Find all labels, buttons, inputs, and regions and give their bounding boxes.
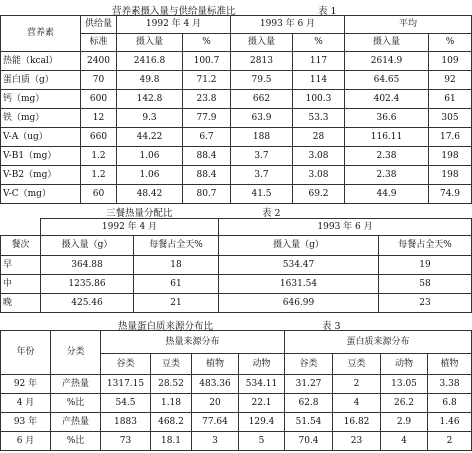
table-row <box>1 166 472 185</box>
cell: 2400 <box>81 52 117 71</box>
cell: 80.7 <box>183 185 231 204</box>
cell: 305 <box>429 109 472 128</box>
cell: 73 <box>101 432 151 451</box>
header-pct: % <box>293 34 345 52</box>
table-row <box>1 71 472 90</box>
cell: 2416.8 <box>117 52 183 71</box>
header-grain: 谷类 <box>101 354 151 375</box>
header-pct: % <box>429 34 472 52</box>
cell: 88.4 <box>183 166 231 185</box>
cell: 109 <box>429 52 472 71</box>
table3-label: 表 3 <box>322 321 341 332</box>
cell: 88.4 <box>183 147 231 166</box>
meal-name: 早 <box>1 256 41 275</box>
period: 92 年 <box>1 375 51 394</box>
cell: 483.36 <box>192 375 239 394</box>
table-row <box>1 432 472 451</box>
header-bean: 豆类 <box>151 354 192 375</box>
cell: 468.2 <box>151 413 192 432</box>
cell: 6.7 <box>183 128 231 147</box>
category: %比 <box>51 394 101 413</box>
cell: 26.2 <box>381 394 428 413</box>
cell: 2.38 <box>345 166 429 185</box>
cell: 61 <box>134 275 219 294</box>
cell: 6.8 <box>428 394 472 413</box>
cell: 534.11 <box>239 375 285 394</box>
nutrient-name: 热能（kcal） <box>1 52 81 71</box>
cell: 62.8 <box>285 394 333 413</box>
header-1992-apr: 1992 年 4 月 <box>117 16 231 34</box>
cell: 425.46 <box>41 294 134 313</box>
category: %比 <box>51 432 101 451</box>
meal-name: 中 <box>1 275 41 294</box>
period: 6 月 <box>1 432 51 451</box>
cell: 13.05 <box>381 375 428 394</box>
cell: 12 <box>81 109 117 128</box>
cell: 114 <box>293 71 345 90</box>
table2-title: 三餐热量分配比 <box>106 208 173 219</box>
cell: 79.5 <box>231 71 293 90</box>
table-row <box>1 128 472 147</box>
cell: 100.3 <box>293 90 345 109</box>
header-meal: 餐次 <box>1 236 41 256</box>
cell: 28.52 <box>151 375 192 394</box>
cell: 1.06 <box>117 166 183 185</box>
cell: 4 <box>381 432 428 451</box>
cell: 142.8 <box>117 90 183 109</box>
nutrient-name: 蛋白质（g） <box>1 71 81 90</box>
cell: 3.08 <box>293 147 345 166</box>
header-category: 分类 <box>51 331 101 375</box>
cell: 364.88 <box>41 256 134 275</box>
header-pct: 每餐占全天% <box>379 236 472 256</box>
cell: 64.65 <box>345 71 429 90</box>
cell: 1.2 <box>81 147 117 166</box>
cell: 21 <box>134 294 219 313</box>
cell: 41.5 <box>231 185 293 204</box>
cell: 198 <box>429 166 472 185</box>
cell: 71.2 <box>183 71 231 90</box>
cell: 3.08 <box>293 166 345 185</box>
cell: 1.46 <box>428 413 472 432</box>
period: 93 年 <box>1 413 51 432</box>
table-row <box>1 375 472 394</box>
header-intake: 摄入量 <box>345 34 429 52</box>
cell: 58 <box>379 275 472 294</box>
cell: 2 <box>428 432 472 451</box>
header-nutrient: 营养素 <box>1 16 81 52</box>
header-animal: 动物 <box>239 354 285 375</box>
cell: 100.7 <box>183 52 231 71</box>
header-standard: 标准 <box>81 34 117 52</box>
table3-body <box>1 375 472 451</box>
nutrient-intake-table <box>0 15 472 204</box>
cell: 3.38 <box>428 375 472 394</box>
cell: 646.99 <box>219 294 379 313</box>
table1-title: 营养素摄入量与供给量标准比 <box>112 6 236 17</box>
header-average: 平均 <box>345 16 472 34</box>
cell: 18.1 <box>151 432 192 451</box>
nutrient-name: V-C（mg） <box>1 185 81 204</box>
table3-title: 热量蛋白质来源分布比 <box>118 321 214 332</box>
energy-protein-source-table <box>0 330 472 451</box>
header-blank <box>1 219 41 236</box>
table-row <box>1 256 472 275</box>
cell: 117 <box>293 52 345 71</box>
meal-energy-table <box>0 218 472 313</box>
header-protein-source: 蛋白质来源分布 <box>285 331 472 354</box>
cell: 534.47 <box>219 256 379 275</box>
cell: 2813 <box>231 52 293 71</box>
cell: 49.8 <box>117 71 183 90</box>
table-row <box>1 275 472 294</box>
header-plant: 植物 <box>192 354 239 375</box>
cell: 18 <box>134 256 219 275</box>
cell: 1317.15 <box>101 375 151 394</box>
cell: 51.54 <box>285 413 333 432</box>
cell: 63.9 <box>231 109 293 128</box>
table-row <box>1 294 472 313</box>
header-plant: 植物 <box>428 354 472 375</box>
cell: 2.9 <box>381 413 428 432</box>
cell: 20 <box>192 394 239 413</box>
cell: 1883 <box>101 413 151 432</box>
cell: 77.64 <box>192 413 239 432</box>
cell: 44.9 <box>345 185 429 204</box>
category: 产热量 <box>51 413 101 432</box>
table-row <box>1 185 472 204</box>
header-1993-jun: 1993 年 6 月 <box>231 16 345 34</box>
cell: 2.38 <box>345 147 429 166</box>
cell: 19 <box>379 256 472 275</box>
header-pct: 每餐占全天% <box>134 236 219 256</box>
cell: 36.6 <box>345 109 429 128</box>
cell: 3.7 <box>231 166 293 185</box>
cell: 70 <box>81 71 117 90</box>
table2-body <box>1 256 472 313</box>
header-1992-apr: 1992 年 4 月 <box>41 219 219 236</box>
cell: 129.4 <box>239 413 285 432</box>
cell: 1.18 <box>151 394 192 413</box>
nutrient-name: V-B1（mg） <box>1 147 81 166</box>
cell: 1631.54 <box>219 275 379 294</box>
header-intake: 摄入量 <box>117 34 183 52</box>
cell: 23 <box>333 432 381 451</box>
cell: 188 <box>231 128 293 147</box>
nutrient-name: V-B2（mg） <box>1 166 81 185</box>
cell: 23.8 <box>183 90 231 109</box>
cell: 1235.86 <box>41 275 134 294</box>
header-supply: 供给量 <box>81 16 117 34</box>
table-row <box>1 394 472 413</box>
cell: 61 <box>429 90 472 109</box>
header-animal: 动物 <box>381 354 428 375</box>
table-row <box>1 52 472 71</box>
header-intake: 摄入量（g） <box>219 236 379 256</box>
cell: 22.1 <box>239 394 285 413</box>
nutrient-name: 钙（mg） <box>1 90 81 109</box>
cell: 600 <box>81 90 117 109</box>
table1-label: 表 1 <box>318 6 337 17</box>
cell: 3 <box>192 432 239 451</box>
nutrient-name: V-A（ug） <box>1 128 81 147</box>
cell: 402.4 <box>345 90 429 109</box>
cell: 17.6 <box>429 128 472 147</box>
cell: 2 <box>333 375 381 394</box>
cell: 5 <box>239 432 285 451</box>
cell: 31.27 <box>285 375 333 394</box>
cell: 198 <box>429 147 472 166</box>
cell: 74.9 <box>429 185 472 204</box>
cell: 4 <box>333 394 381 413</box>
table-row <box>1 413 472 432</box>
cell: 9.3 <box>117 109 183 128</box>
table2-label: 表 2 <box>262 208 281 219</box>
header-intake: 摄入量 <box>231 34 293 52</box>
cell: 60 <box>81 185 117 204</box>
cell: 116.11 <box>345 128 429 147</box>
cell: 70.4 <box>285 432 333 451</box>
cell: 69.2 <box>293 185 345 204</box>
header-1993-jun: 1993 年 6 月 <box>219 219 472 236</box>
cell: 54.5 <box>101 394 151 413</box>
category: 产热量 <box>51 375 101 394</box>
cell: 92 <box>429 71 472 90</box>
table-row <box>1 147 472 166</box>
table-row <box>1 109 472 128</box>
cell: 48.42 <box>117 185 183 204</box>
period: 4 月 <box>1 394 51 413</box>
header-bean: 豆类 <box>333 354 381 375</box>
cell: 660 <box>81 128 117 147</box>
cell: 77.9 <box>183 109 231 128</box>
cell: 44.22 <box>117 128 183 147</box>
nutrient-name: 铁（mg） <box>1 109 81 128</box>
table-row <box>1 90 472 109</box>
header-pct: % <box>183 34 231 52</box>
header-grain: 谷类 <box>285 354 333 375</box>
header-heat-source: 热量来源分布 <box>101 331 285 354</box>
header-intake: 摄入量（g） <box>41 236 134 256</box>
cell: 16.82 <box>333 413 381 432</box>
cell: 2614.9 <box>345 52 429 71</box>
cell: 53.3 <box>293 109 345 128</box>
cell: 1.2 <box>81 166 117 185</box>
cell: 23 <box>379 294 472 313</box>
cell: 3.7 <box>231 147 293 166</box>
table1-body <box>1 52 472 204</box>
header-year: 年份 <box>1 331 51 375</box>
cell: 1.06 <box>117 147 183 166</box>
meal-name: 晚 <box>1 294 41 313</box>
cell: 28 <box>293 128 345 147</box>
cell: 662 <box>231 90 293 109</box>
